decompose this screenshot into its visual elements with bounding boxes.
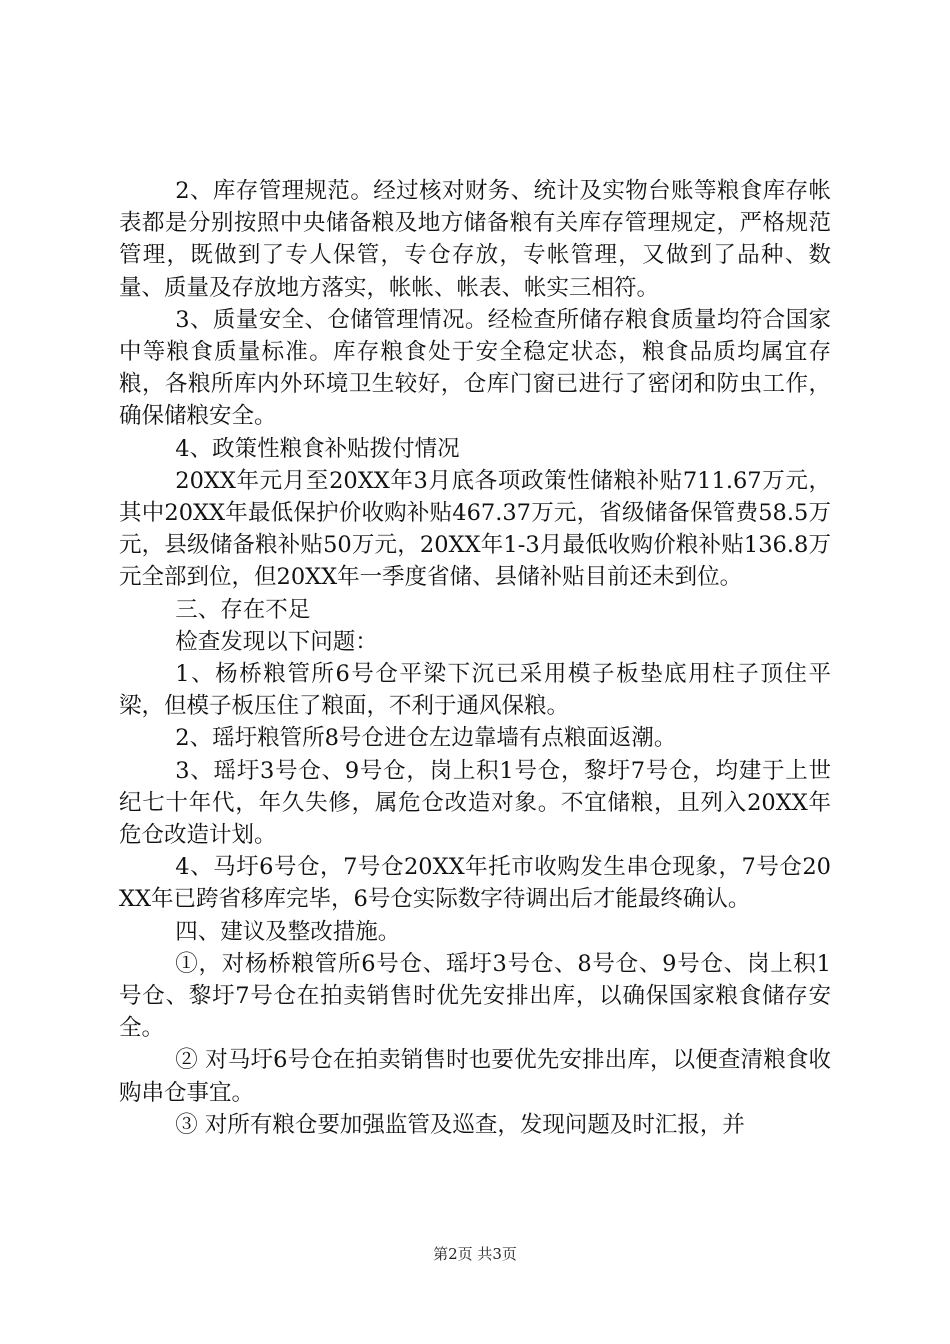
paragraph-suggestion-2: ② 对马圩6号仓在拍卖销售时也要优先安排出库，以便查清粮食收购串仓事宜。: [119, 1047, 831, 1106]
page-number-footer: 第2页 共3页: [433, 1245, 517, 1263]
paragraph-inventory-management: 2、库存管理规范。经过核对财务、统计及实物台账等粮食库存帐表都是分别按照中央储备粮及地方储备粮有关库存管理规定，严格规范管理，既做到了专人保管，专仓存放，专帐管理，又做到了品种、数量、质量及存放地方落实，帐帐、帐表、帐实三相符。: [119, 178, 831, 301]
paragraph-problem-3: 3、瑶圩3号仓、9号仓，岗上积1号仓，黎圩7号仓，均建于上世纪七十年代，年久失修，属危仓改造对象。不宜储粮，且列入20XX年危仓改造计划。: [119, 757, 831, 849]
paragraph-suggestion-1: ①，对杨桥粮管所6号仓、瑶圩3号仓、8号仓、9号仓、岗上积1号仓、黎圩7号仓在拍卖销售时优先安排出库，以确保国家粮食储存安全。: [119, 950, 831, 1042]
paragraph-subsidy-details: 20XX年元月至20XX年3月底各项政策性储粮补贴711.67万元，其中20XX年最低保护价收购补贴467.37万元，省级储备保管费58.5万元，县级储备粮补贴50万元，20XX年1-3月最低收购价粮补贴136.8万元全部到位，但20XX年一季度省储、县储补贴目前还未到位。: [119, 467, 831, 591]
section-heading-shortcomings: 三、存在不足: [175, 596, 311, 623]
paragraph-problems-intro: 检查发现以下问题：: [175, 628, 378, 655]
paragraph-problem-1: 1、杨桥粮管所6号仓平梁下沉已采用模子板垫底用柱子顶住平梁，但模子板压住了粮面，不利于通风保粮。: [119, 661, 831, 720]
paragraph-quality-safety: 3、质量安全、仓储管理情况。经检查所储存粮食质量均符合国家中等粮食质量标准。库存粮食处于安全稳定状态，粮食品质均属宜存粮，各粮所库内外环境卫生较好，仓库门窗已进行了密闭和防虫工作，确保储粮安全。: [119, 306, 831, 430]
paragraph-suggestion-3: ③ 对所有粮仓要加强监管及巡查，发现问题及时汇报，并: [175, 1111, 745, 1138]
paragraph-problem-4: 4、马圩6号仓，7号仓20XX年托市收购发生串仓现象，7号仓20XX年已跨省移库完毕，6号仓实际数字待调出后才能最终确认。: [119, 854, 831, 913]
paragraph-problem-2: 2、瑶圩粮管所8号仓进仓左边靠墙有点粮面返潮。: [175, 725, 677, 752]
paragraph-subsidy-heading: 4、政策性粮食补贴拨付情况: [175, 435, 460, 462]
document-body: [119, 175, 831, 1141]
section-heading-suggestions: 四、建议及整改措施。: [175, 918, 401, 945]
